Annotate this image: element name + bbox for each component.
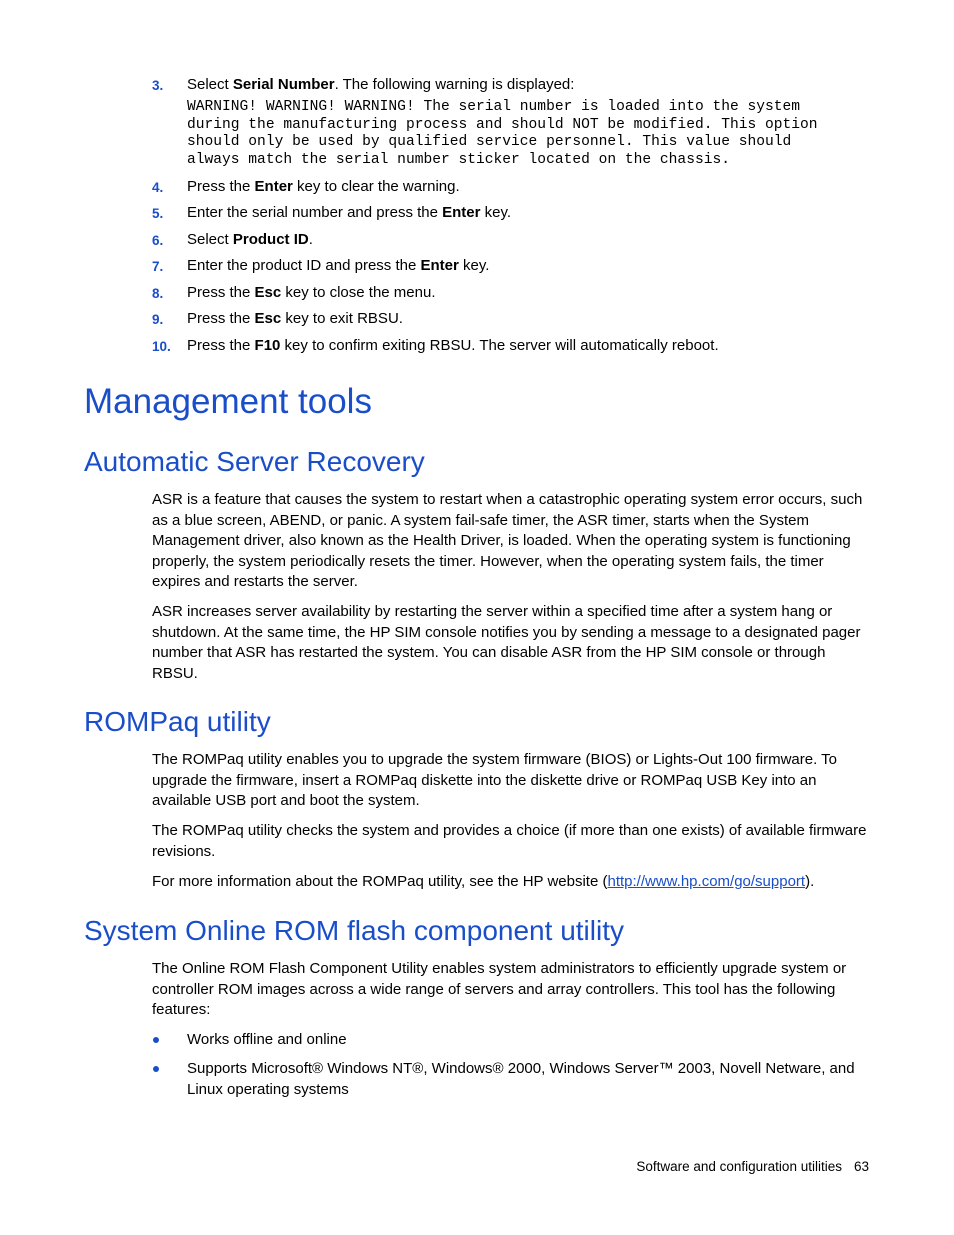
list-item [152, 1030, 867, 1051]
warning-line: should only be used by qualified service personnel. This value should [187, 134, 792, 151]
bullet-icon [153, 1037, 159, 1043]
list-item-text: Works offline and online [187, 1031, 347, 1048]
step-text: Press the [187, 336, 255, 354]
page-footer [636, 1158, 869, 1176]
step-5 [152, 204, 872, 222]
step-text: Select [187, 76, 233, 93]
bullet-icon [153, 1066, 159, 1072]
list-item-text: Supports Microsoft® Windows NT®, Windows® 2000, Windows Server™ 2003, Novell Netware, and Linux operating systems [187, 1060, 855, 1098]
step-text: Enter the serial number and press the [187, 204, 443, 222]
online-rom-section [152, 959, 867, 1109]
step-3 [152, 76, 872, 169]
step-9 [152, 310, 872, 328]
step-number: 5. [152, 206, 164, 222]
step-text: Enter the product ID and press the [187, 257, 421, 275]
asr-section [152, 490, 867, 694]
list-item [152, 1059, 867, 1100]
step-4 [152, 178, 872, 196]
asr-paragraph-1: ASR is a feature that causes the system to restart when a catastrophic operating system error occurs, such as a blue screen, ABEND, or panic. A system fail-safe timer, the ASR timer, starts when the System Management driver, also known as the Health Driver, is loaded. When the operating system is functioning properly, the system periodically resets the timer. However, when the operating system fails, the timer expires and restarts the server. [152, 491, 863, 590]
hp-support-link[interactable]: http://www.hp.com/go/support [607, 872, 806, 890]
asr-heading: Automatic Server Recovery [84, 446, 425, 477]
step-7 [152, 257, 872, 275]
online-rom-heading: System Online ROM flash component utility [84, 915, 624, 946]
rompaq-heading: ROMPaq utility [84, 706, 271, 737]
asr-paragraph-2: ASR increases server availability by restarting the server within a specified time after a system hang or shutdown. At the same time, the HP SIM console notifies you by sending a message to a designated pager number that ASR has restarted the system. You can disable ASR from the HP SIM console or through RBSU. [152, 603, 861, 682]
step-text: key to close the menu. [281, 283, 436, 301]
step-text: key. [480, 204, 512, 222]
step-10 [152, 337, 872, 355]
chapter-title: Management tools [84, 382, 372, 421]
step-number: 4. [152, 179, 164, 195]
rompaq-text: For more information about the ROMPaq utility, see the HP website ( [152, 872, 608, 890]
step-keyword: Product ID [232, 230, 309, 248]
step-keyword: Serial Number [232, 76, 335, 93]
warning-line: WARNING! WARNING! WARNING! The serial number is loaded into the system [187, 99, 801, 115]
rompaq-paragraph-2: The ROMPaq utility checks the system and provides a choice (if more than one exists) of available firmware revisions. [152, 822, 867, 860]
step-text: . [308, 230, 313, 248]
procedure-steps [152, 76, 872, 363]
step-keyword: Enter [442, 204, 481, 222]
step-number: 6. [152, 232, 164, 248]
step-number: 10. [152, 338, 171, 354]
rompaq-section [152, 750, 867, 902]
step-text: Press the [187, 177, 255, 195]
step-number: 8. [152, 285, 164, 301]
step-8 [152, 284, 872, 302]
warning-line: always match the serial number sticker located on the chassis. [187, 151, 730, 168]
step-text: key to exit RBSU. [281, 310, 403, 328]
step-text: key to clear the warning. [292, 177, 460, 195]
step-6 [152, 231, 872, 249]
step-keyword: Enter [420, 257, 459, 275]
step-text: . The following warning is displayed: [334, 76, 575, 93]
rompaq-paragraph-1: The ROMPaq utility enables you to upgrade the system firmware (BIOS) or Lights-Out 100 firmware. To upgrade the firmware, insert a ROMPaq diskette into the diskette drive or ROMPaq USB Key into an available USB port and boot the system. [152, 751, 838, 809]
footer-section-title: Software and configuration utilities [636, 1159, 842, 1174]
page-number: 63 [853, 1159, 869, 1174]
warning-line: during the manufacturing process and should NOT be modified. This option [187, 116, 818, 133]
step-keyword: F10 [254, 336, 281, 354]
step-text: key. [458, 257, 490, 275]
step-keyword: Esc [254, 283, 282, 301]
step-text: Press the [187, 283, 255, 301]
step-text: Select [187, 230, 233, 248]
step-number: 7. [152, 259, 164, 275]
rompaq-text: ). [805, 872, 815, 890]
serial-number-warning [187, 99, 872, 169]
online-rom-paragraph: The Online ROM Flash Component Utility enables system administrators to efficiently upgrade system or controller ROM images across a wide range of servers and array controllers. This tool has the following features: [152, 960, 847, 1018]
features-list [152, 1030, 867, 1100]
rompaq-paragraph-3 [152, 872, 867, 893]
step-text: Press the [187, 310, 255, 328]
step-text: key to confirm exiting RBSU. The server will automatically reboot. [280, 336, 719, 354]
step-number: 3. [152, 78, 164, 93]
step-keyword: Enter [254, 177, 293, 195]
step-number: 9. [152, 312, 164, 328]
step-keyword: Esc [254, 310, 282, 328]
